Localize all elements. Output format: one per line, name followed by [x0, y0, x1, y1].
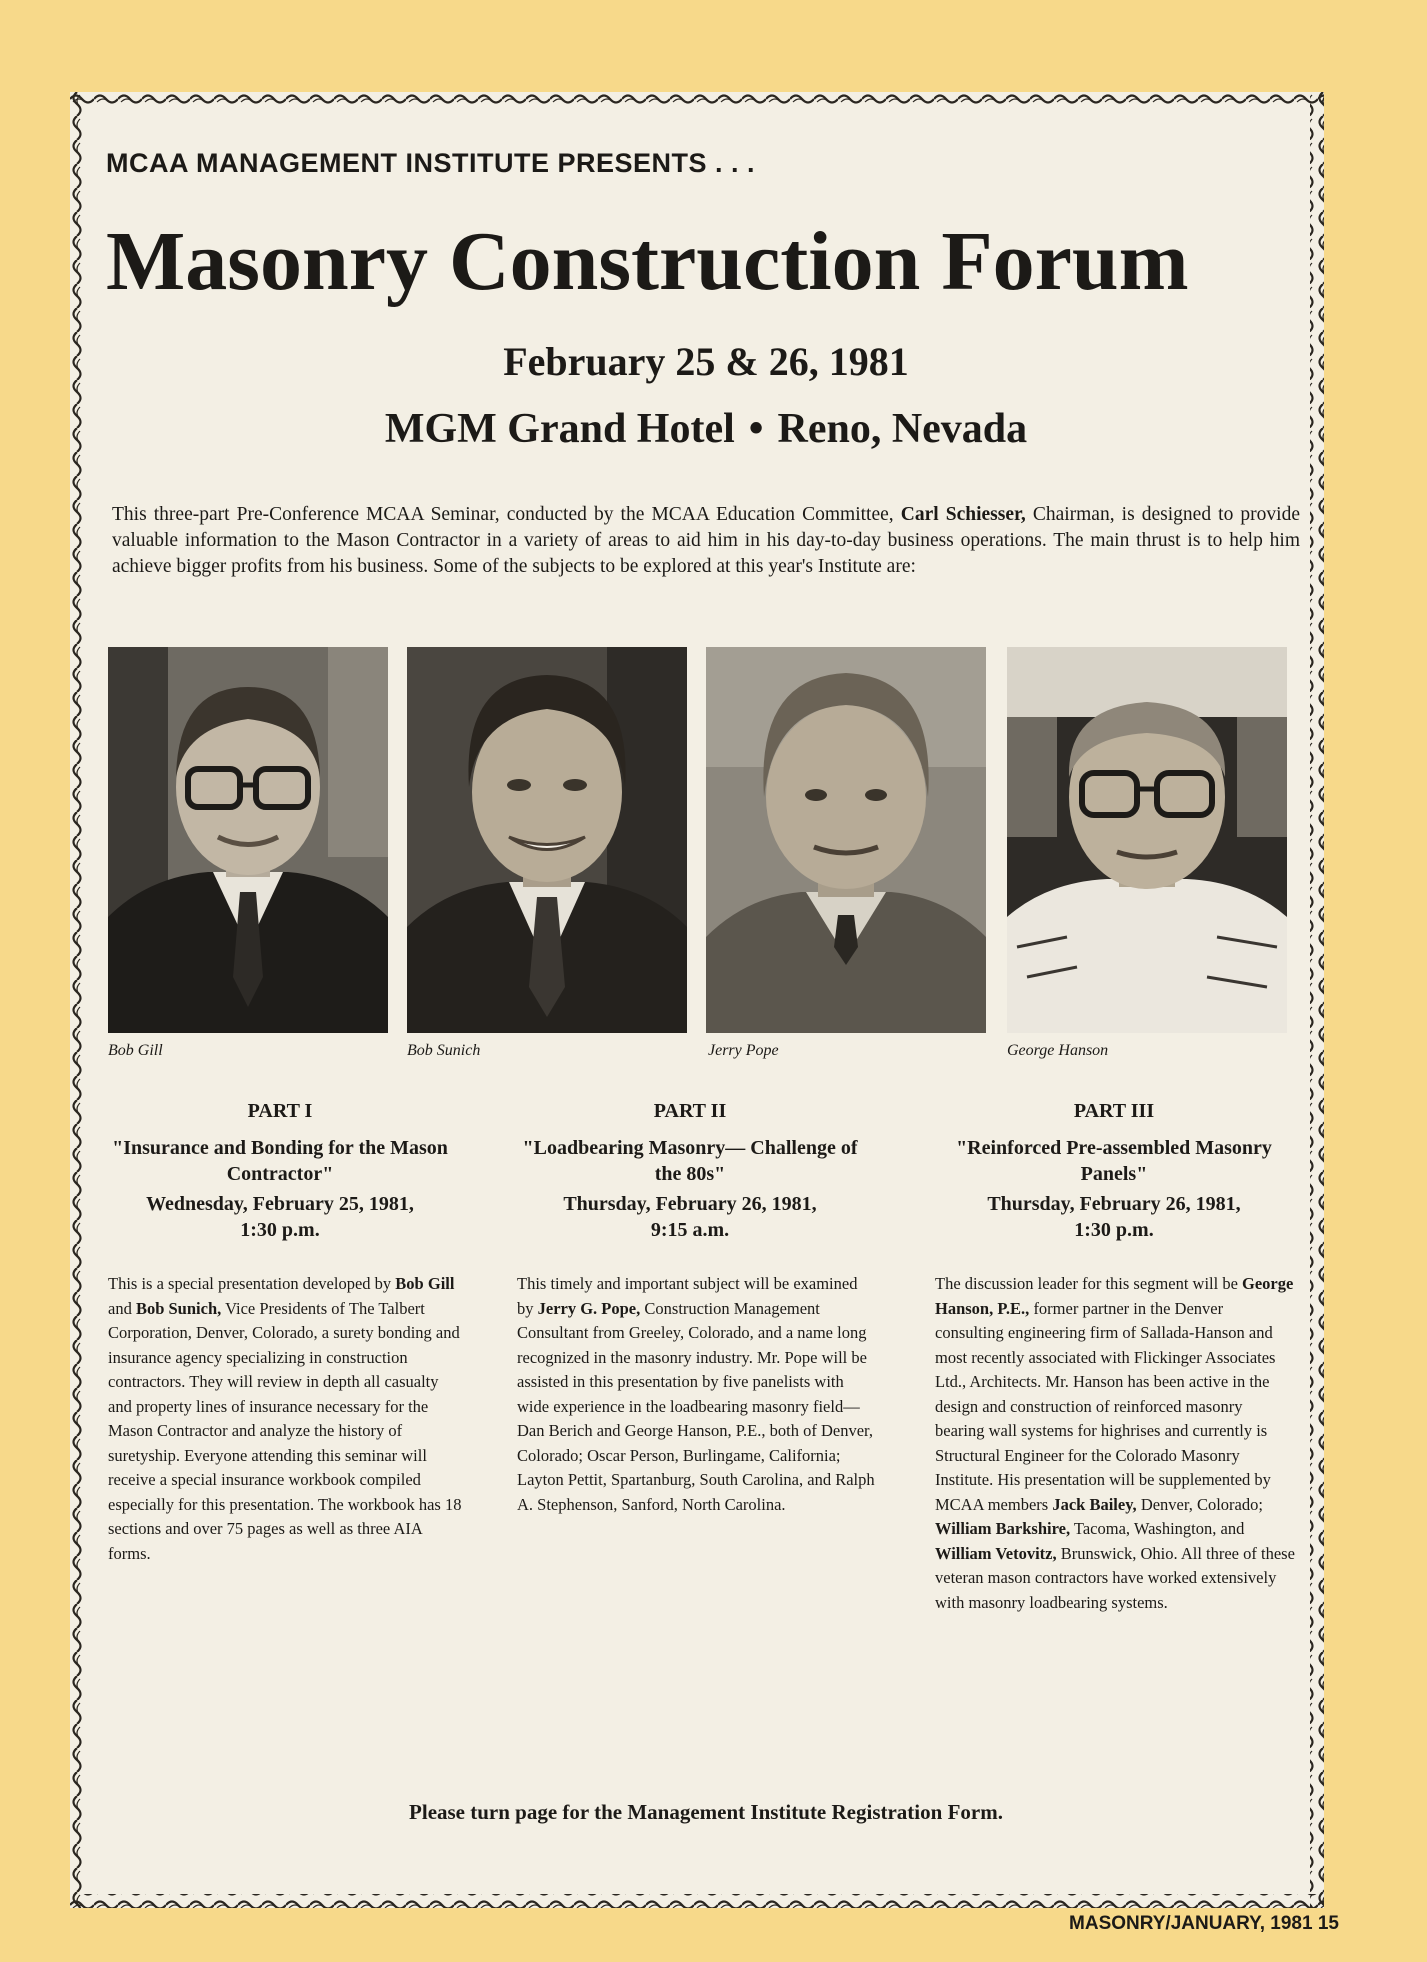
body-text-run: Vice Presidents of The Talbert Corporation, Denver, Colorado, a surety bonding and insurance agency specializing in construction contractors. They will review in depth all casualty and property lines of insurance necessary for the Mason Contractor and analyze the history of suretyship. Everyone attending this seminar will receive a special insurance workbook compiled especially for this presentation. The workbook has 18 sections and over 75 pages as well as three AIA forms. [108, 1298, 462, 1563]
page-title: Masonry Construction Forum [106, 215, 1189, 308]
body-text-run: The discussion leader for this segment will be [935, 1274, 1243, 1293]
part-number: PART II [653, 1100, 727, 1122]
part-time: 1:30 p.m. [1074, 1219, 1154, 1241]
photo-caption-2: Bob Sunich [407, 1042, 481, 1059]
intro-text: This three-part Pre-Conference MCAA Seminar, conducted by the MCAA Education Committee, [112, 504, 901, 525]
intro-text-cont: Chairman, is designed to provide valuable information to the Mason Contractor in a variety of areas to aid him in his day-to-day business operations. The main thrust is to help him achieve bigger profits from his business. Some of the subjects to be explored at this year's Institute are: [112, 504, 1300, 577]
part-date: Wednesday, February 25, 1981, [146, 1193, 414, 1215]
presents-heading: MCAA MANAGEMENT INSTITUTE PRESENTS . . . [106, 148, 756, 178]
body-text-run: Construction Management Consultant from Greeley, Colorado, and a name long recognized in the masonry industry. Mr. Pope will be assisted in this presentation by five panelists with wide experience in the loadbearing masonry field—Dan Berich and George Hanson, P.E., both of Denver, Colorado; Oscar Person, Burlingame, California; Layton Pettit, Spartanburg, South Carolina, and Ralph A. Stephenson, Sanford, North Carolina. [517, 1298, 875, 1514]
body-bold-run: William Barkshire, [935, 1519, 1071, 1538]
body-text-run: Brunswick, Ohio. All three of these veteran mason contractors have worked extensively with masonry loadbearing systems. [935, 1543, 1295, 1612]
body-text-run: Denver, Colorado; [1136, 1494, 1263, 1514]
intro-chairman: Carl Schiesser, [900, 504, 1026, 525]
body-bold-run: George Hanson, P.E., [935, 1274, 1294, 1318]
part-3-heading [934, 1100, 1294, 1243]
part-1-body [108, 1272, 463, 1566]
event-venue [106, 405, 1306, 453]
part-1-heading [100, 1100, 460, 1243]
part-2-body [517, 1272, 877, 1517]
intro-paragraph [112, 502, 1300, 580]
bullet-icon: • [748, 406, 764, 452]
part-title: "Insurance and Bonding for the Mason Contractor" [112, 1137, 448, 1185]
body-text-run: and [108, 1298, 136, 1318]
portrait-photo-3 [706, 647, 986, 1033]
page-folio [1069, 1913, 1339, 1935]
body-text-run: former partner in the Denver consulting engineering firm of Sallada-Hanson and most recently associated with Flickinger Associates Ltd., Architects. Mr. Hanson has been active in the design and construction of reinforced masonry bearing wall systems for highrises and currently is Structural Engineer for the Colorado Masonry Institute. His presentation will be supplemented by MCAA members [935, 1298, 1276, 1514]
body-bold-run: William Vetovitz, [935, 1543, 1057, 1563]
body-text-run: This is a special presentation developed by [108, 1274, 396, 1293]
part-date: Thursday, February 26, 1981, [987, 1193, 1241, 1215]
registration-note: Please turn page for the Management Institute Registration Form. [409, 1800, 1003, 1824]
body-bold-run: Jack Bailey, [1052, 1494, 1137, 1514]
part-time: 1:30 p.m. [240, 1219, 320, 1241]
part-2-heading [510, 1100, 870, 1243]
folio-page-number: 15 [1317, 1913, 1339, 1934]
photo-caption-1: Bob Gill [108, 1042, 163, 1059]
photo-caption-3: Jerry Pope [708, 1042, 779, 1059]
part-time: 9:15 a.m. [650, 1219, 730, 1241]
part-number: PART III [1073, 1100, 1155, 1122]
part-title: "Loadbearing Masonry— Challenge of the 80s" [522, 1137, 858, 1185]
body-bold-run: Jerry G. Pope, [537, 1298, 641, 1318]
part-number: PART I [247, 1100, 313, 1122]
event-dates: February 25 & 26, 1981 [503, 339, 909, 384]
venue-city: Reno, Nevada [777, 406, 1028, 452]
folio-magazine: MASONRY/JANUARY, 1981 [1069, 1913, 1313, 1934]
body-text-run: Tacoma, Washington, and [1070, 1519, 1245, 1538]
portrait-photo-4 [1007, 647, 1287, 1033]
part-date: Thursday, February 26, 1981, [563, 1193, 817, 1215]
photo-caption-4: George Hanson [1007, 1042, 1109, 1059]
body-bold-run: Bob Gill [395, 1274, 455, 1293]
portrait-photo-2 [407, 647, 687, 1033]
body-bold-run: Bob Sunich, [135, 1298, 222, 1318]
part-3-body [935, 1272, 1295, 1615]
part-title: "Reinforced Pre-assembled Masonry Panels" [956, 1137, 1272, 1185]
venue-hotel: MGM Grand Hotel [384, 406, 735, 452]
portrait-photo-1 [108, 647, 388, 1033]
body-text-run: This timely and important subject will be examined by [517, 1274, 858, 1318]
